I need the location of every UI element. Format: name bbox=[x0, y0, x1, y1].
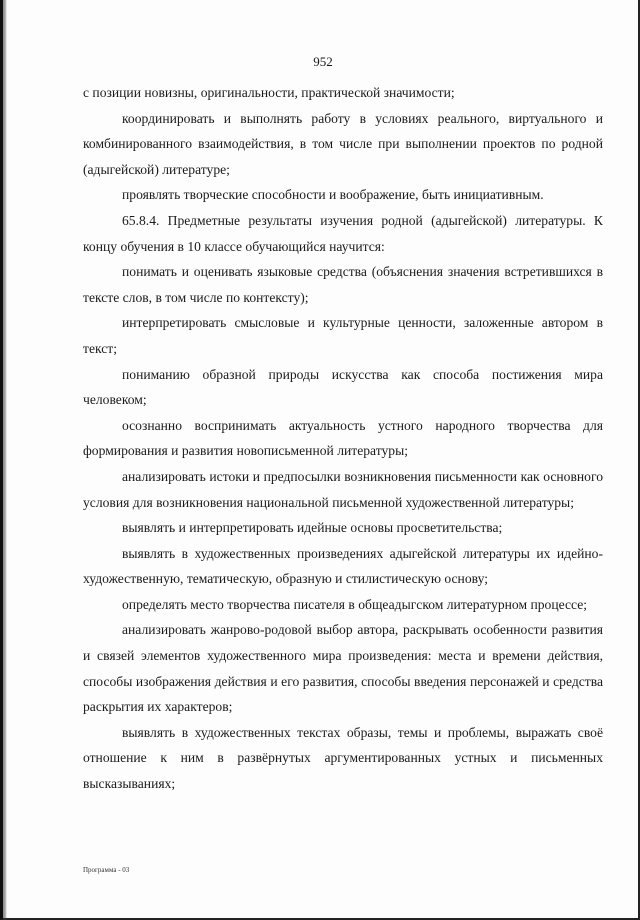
paragraph-7: пониманию образной природы искусства как способа постижения мира человеком; bbox=[83, 366, 603, 408]
paragraph-2: координировать и выполнять работу в условиях реального, виртуального и комбинированного взаимодействия, в том числе при выполнении проектов по родной (адыгейской) литературе; bbox=[83, 110, 603, 177]
paragraph-4: 65.8.4. Предметные результаты изучения родной (адыгейской) литературы. К концу обучения в 10 классе обучающийся научится: bbox=[83, 212, 603, 254]
paragraph-12: определять место творчества писателя в общеадыгском литературном процессе; bbox=[122, 596, 588, 612]
paragraph-6: интерпретировать смысловые и культурные ценности, заложенные автором в текст; bbox=[83, 315, 603, 356]
paragraph-11: выявлять в художественных произведениях адыгейской литературы их идейно-художественную, тематическую, образную и стилистическую основу; bbox=[83, 545, 603, 587]
paragraph-8: осознанно воспринимать актуальность устного народного творчества для формирования и развития новописьменной литературы; bbox=[83, 417, 603, 459]
paragraph-5: понимать и оценивать языковые средства (объяснения значения встретившихся в тексте слов, в том числе по контексту); bbox=[83, 264, 603, 305]
paragraph-13: анализировать жанрово-родовой выбор автора, раскрывать особенности развития и связей элементов художественного мира произведения: места и времени действия, способы изображения действия и его развития, способы введения персонажей и средства раскрытия их характеров; bbox=[83, 622, 603, 715]
paragraph-3: проявлять творческие способности и воображение, быть инициативным. bbox=[122, 187, 544, 203]
page-number: 952 bbox=[313, 54, 333, 69]
footer-label: Программа - 03 bbox=[83, 866, 130, 874]
document-body bbox=[83, 80, 603, 797]
paragraph-14: выявлять в художественных текстах образы, темы и проблемы, выражать своё отношение к ним в развёрнутых аргументированных устных и письменных высказываниях; bbox=[83, 724, 603, 792]
paragraph-1: с позиции новизны, оригинальности, практической значимости; bbox=[83, 85, 455, 100]
scan-edge-shadow bbox=[3, 0, 13, 920]
paragraph-10: выявлять и интерпретировать идейные основы просветительства; bbox=[122, 520, 503, 536]
paragraph-9: анализировать истоки и предпосылки возникновения письменности как основного условия для возникновения национальной письменной художественной литературы; bbox=[83, 468, 603, 510]
